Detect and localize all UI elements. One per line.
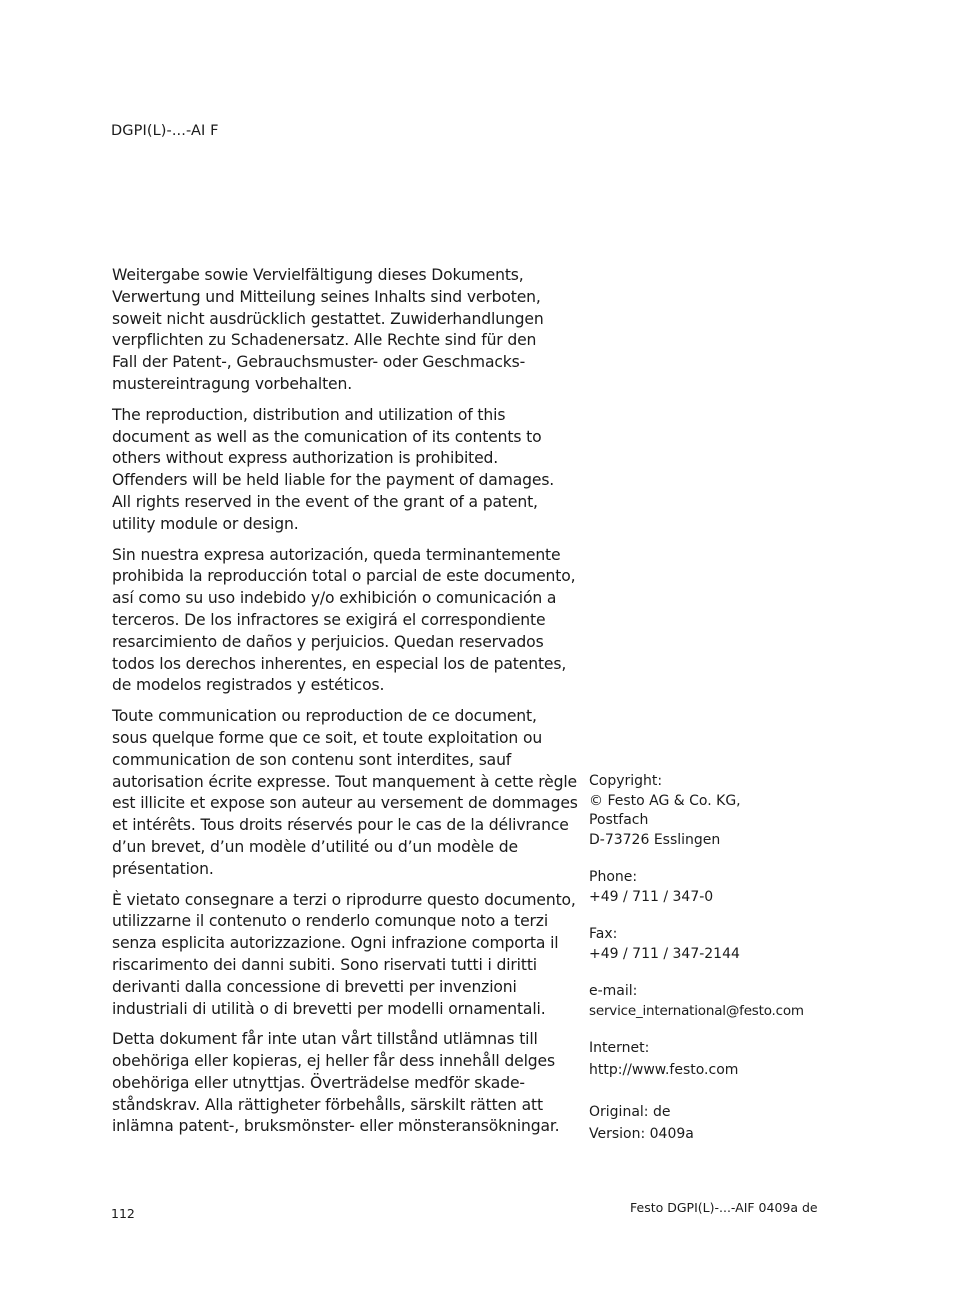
legal-paragraph-it (112, 890, 576, 1021)
text-line: resarcimiento de daños y perjuicios. Quedan reservados (112, 632, 544, 651)
contact-sidebar (589, 772, 849, 1162)
phone-block (589, 868, 849, 907)
text-line: et intérêts. Tous droits réservés pour le cas de la délivrance (112, 816, 569, 835)
text-line: Sin nuestra expresa autorización, queda terminantemente (112, 545, 561, 564)
website-url: http://www.festo.com (589, 1061, 739, 1078)
phone-label: Phone: (589, 869, 638, 885)
text-line: terceros. De los infractores se exigirá el correspondiente (112, 610, 546, 629)
company-name: © Festo AG & Co. KG, (589, 792, 741, 809)
text-line: verpflichten zu Schadenersatz. Alle Rechte sind für den (112, 331, 537, 350)
original-language: Original: de (589, 1104, 671, 1120)
text-line: de modelos registrados y estéticos. (112, 676, 385, 695)
text-line: ståndskrav. Alla rättigheter förbehålls, särskilt rätten att (112, 1095, 543, 1114)
internet-block (589, 1039, 849, 1080)
text-line: d’un brevet, d’un modèle d’utilité ou d’un modèle de (112, 837, 518, 856)
fax-label: Fax: (589, 926, 618, 942)
page-number: 112 (111, 1206, 135, 1221)
text-line: Toute communication ou reproduction de ce document, (112, 707, 537, 726)
legal-paragraph-sv (112, 1029, 562, 1138)
text-line: All rights reserved in the event of the grant of a patent, (112, 492, 538, 511)
text-line: È vietato consegnare a terzi o riprodurre questo documento, (112, 890, 576, 909)
email-label: e-mail: (589, 983, 638, 999)
text-line: Offenders will be held liable for the payment of damages. (112, 471, 555, 490)
document-version: Version: 0409a (589, 1125, 694, 1142)
city: D-73726 Esslingen (589, 831, 721, 848)
text-line: inlämna patent-, bruksmönster- eller mönsteransökningar. (112, 1117, 560, 1136)
text-line: communication de son contenu sont interdites, sauf (112, 750, 512, 769)
postbox: Postfach (589, 812, 649, 828)
text-line: others without express authorization is prohibited. (112, 449, 499, 468)
text-line: derivanti dalla concessione di brevetti per invenzioni (112, 977, 517, 996)
fax-block (589, 925, 849, 964)
text-line: mustereintragung vorbehalten. (112, 374, 353, 393)
text-line: sous quelque forme que ce soit, et toute exploitation ou (112, 728, 543, 747)
legal-paragraph-de (112, 265, 562, 396)
text-line: document as well as the comunication of its contents to (112, 427, 542, 446)
text-line: soweit nicht ausdrücklich gestattet. Zuwiderhandlungen (112, 309, 544, 328)
text-line: senza esplicita autorizzazione. Ogni infrazione comporta il (112, 934, 559, 953)
text-line: autorisation écrite expresse. Tout manquement à cette règle (112, 772, 577, 791)
legal-paragraph-fr (112, 706, 578, 880)
text-line: Fall der Patent-, Gebrauchsmuster- oder Geschmacks- (112, 353, 526, 372)
text-line: Weitergabe sowie Vervielfältigung dieses Dokuments, (112, 266, 524, 284)
phone-number: +49 / 711 / 347-0 (589, 888, 714, 905)
copyright-block (589, 772, 849, 850)
fax-number: +49 / 711 / 347-2144 (589, 945, 740, 962)
internet-label: Internet: (589, 1040, 650, 1056)
email-block (589, 982, 849, 1021)
text-line: présentation. (112, 859, 214, 878)
version-block (589, 1103, 849, 1144)
text-line: obehöriga eller utnyttjas. Överträdelse medför skade- (112, 1073, 525, 1092)
document-code: DGPI(L)-...-AI F (111, 123, 219, 139)
text-line: utility module or design. (112, 514, 299, 533)
text-line: industriali di utilità o di brevetti per modelli ornamentali. (112, 999, 546, 1018)
text-line: riscarimento dei danni subiti. Sono riservati tutti i diritti (112, 955, 537, 974)
text-line: utilizzarne il contenuto o renderlo comunque noto a terzi (112, 912, 549, 931)
copyright-label: Copyright: (589, 773, 663, 789)
legal-paragraph-en (112, 405, 562, 536)
text-line: The reproduction, distribution and utilization of this (112, 405, 506, 424)
text-line: Detta dokument får inte utan vårt tillstånd utlämnas till (112, 1030, 538, 1049)
text-line: prohibida la reproducción total o parcial de este documento, (112, 567, 576, 586)
legal-paragraph-es (112, 545, 576, 698)
text-line: así como su uso indebido y/o exhibición o comunicación a (112, 589, 557, 608)
text-line: todos los derechos inherentes, en especial los de patentes, (112, 654, 567, 673)
email-address: service_international@festo.com (589, 1002, 804, 1019)
text-line: obehöriga eller kopieras, ej heller får dess innehåll delges (112, 1052, 555, 1071)
legal-notice (112, 265, 578, 1147)
footer-document-id: Festo DGPI(L)-...-AIF 0409a de (630, 1200, 818, 1215)
text-line: Verwertung und Mitteilung seines Inhalts sind verboten, (112, 287, 541, 306)
text-line: est illicite et expose son auteur au versement de dommages (112, 794, 578, 813)
